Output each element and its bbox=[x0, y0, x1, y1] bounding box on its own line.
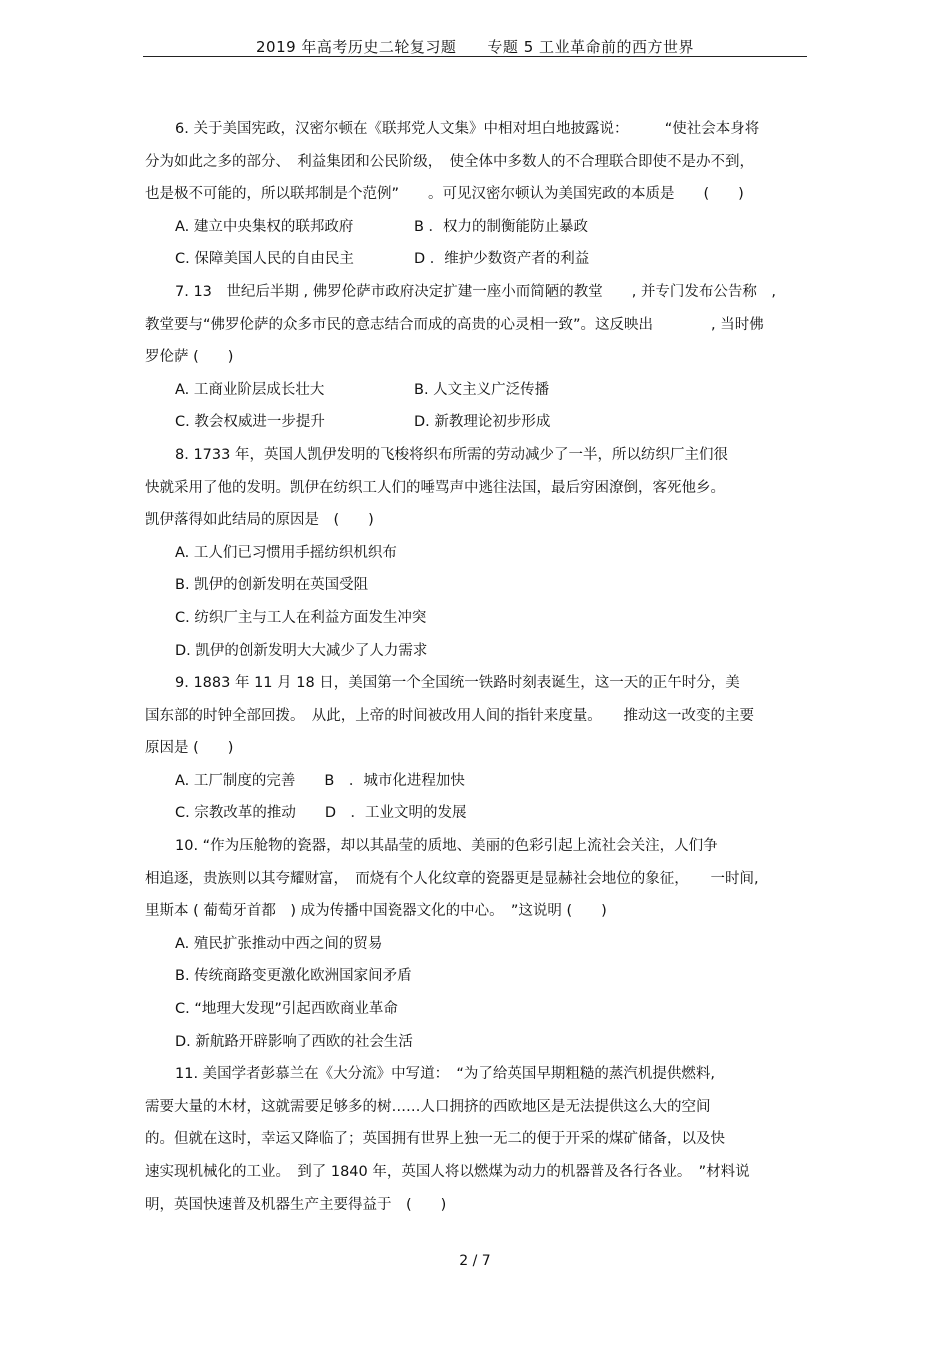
question-line: 需要大量的木材，这就需要足够多的树……人口拥挤的西欧地区是无法提供这么大的空间 bbox=[145, 1098, 711, 1115]
option-b: B ．权力的制衡能防止暴政 bbox=[414, 218, 589, 235]
question-line: 11. 美国学者彭慕兰在《大分流》中写道： “为了给英国早期粗糙的蒸汽机提供燃料, bbox=[175, 1066, 716, 1083]
page-header: 2019 年高考历史二轮复习题 专题 5 工业革命前的西方世界 bbox=[255, 38, 695, 56]
question-7 bbox=[145, 276, 809, 439]
option-row-ab: A. 工厂制度的完善 B ．城市化进程加快 bbox=[175, 772, 465, 789]
question-line: 原因是 ( ) bbox=[145, 740, 234, 757]
question-line: 教堂要与“佛罗伦萨的众多市民的意志结合而成的高贵的心灵相一致”。这反映出 , 当时佛 bbox=[145, 316, 764, 333]
option-c: C. 保障美国人民的自由民主 bbox=[175, 251, 354, 268]
document-body bbox=[145, 113, 809, 1221]
header-rule bbox=[143, 56, 807, 57]
question-line: 快就采用了他的发明。凯伊在纺织工人们的唾骂声中逃往法国，最后穷困潦倒，客死他乡。 bbox=[145, 479, 725, 496]
option-row bbox=[145, 211, 809, 244]
question-line: 里斯本 ( 葡萄牙首都 ) 成为传播中国瓷器文化的中心。 ”这说明 ( ) bbox=[145, 903, 607, 920]
question-line: 速实现机械化的工业。 到了 1840 年，英国人将以燃煤为动力的机器普及各行各业。 ”材料说 bbox=[145, 1164, 750, 1180]
question-line: 国东部的时钟全部回拨。 从此，上帝的时间被改用人间的指针来度量。 推动这一改变的主要 bbox=[145, 707, 754, 724]
option-c: C. 教会权威进一步提升 bbox=[175, 414, 325, 431]
question-10 bbox=[145, 830, 809, 1058]
option-a: A. 工商业阶层成长壮大 bbox=[175, 381, 325, 398]
option-d: D. 新教理论初步形成 bbox=[414, 414, 551, 431]
question-line: 也是极不可能的，所以联邦制是个范例” 。可见汉密尔顿认为美国宪政的本质是 ( ) bbox=[145, 186, 744, 203]
option-row bbox=[145, 374, 809, 407]
question-6 bbox=[145, 113, 809, 276]
question-line: 9. 1883 年 11 月 18 日，美国第一个全国统一铁路时刻表诞生，这一天的正午时分，美 bbox=[175, 675, 740, 692]
option-b: B. 传统商路变更激化欧洲国家间矛盾 bbox=[175, 968, 412, 985]
option-c: C. “地理大发现”引起西欧商业革命 bbox=[175, 1001, 398, 1018]
question-9 bbox=[145, 667, 809, 830]
option-a: A. 工人们已习惯用手摇纺织机织布 bbox=[175, 544, 397, 561]
question-line: 8. 1733 年，英国人凯伊发明的飞梭将织布所需的劳动减少了一半，所以纺织厂主们很 bbox=[175, 446, 728, 463]
question-11 bbox=[145, 1058, 809, 1221]
option-d: D ．维护少数资产者的利益 bbox=[414, 251, 590, 268]
option-a: A. 殖民扩张推动中西之间的贸易 bbox=[175, 935, 383, 952]
option-row bbox=[145, 406, 809, 439]
option-d: D. 凯伊的创新发明大大减少了人力需求 bbox=[175, 642, 428, 659]
page-number: 2 / 7 bbox=[459, 1253, 491, 1269]
option-d: D. 新航路开辟影响了西欧的社会生活 bbox=[175, 1033, 413, 1050]
question-line: 分为如此之多的部分、 利益集团和公民阶级， 使全体中多数人的不合理联合即使不是办不到， bbox=[145, 153, 754, 170]
question-line: 6. 关于美国宪政，汉密尔顿在《联邦党人文集》中相对坦白地披露说： “使社会本身将 bbox=[175, 121, 760, 137]
question-line: 明，英国快速普及机器生产主要得益于 ( ) bbox=[145, 1196, 447, 1213]
question-line: 10. “作为压舱物的瓷器，却以其晶莹的质地、美丽的色彩引起上流社会关注，人们争 bbox=[175, 838, 718, 855]
question-line: 的。但就在这时，幸运又降临了；英国拥有世界上独一无二的便于开采的煤矿储备，以及快 bbox=[145, 1131, 725, 1148]
question-8 bbox=[145, 439, 809, 667]
option-c: C. 纺织厂主与工人在利益方面发生冲突 bbox=[175, 609, 427, 626]
option-b: B. 凯伊的创新发明在英国受阻 bbox=[175, 577, 369, 594]
option-a: A. 建立中央集权的联邦政府 bbox=[175, 218, 354, 235]
question-line: 7. 13 世纪后半期 , 佛罗伦萨市政府决定扩建一座小而简陋的教堂 , 并专门发布公告称 , bbox=[175, 283, 777, 300]
question-line: 罗伦萨 ( ) bbox=[145, 349, 234, 366]
option-row bbox=[145, 243, 809, 276]
option-b: B. 人文主义广泛传播 bbox=[414, 381, 550, 398]
option-row-cd: C. 宗教改革的推动 D ．工业文明的发展 bbox=[175, 805, 467, 822]
question-line: 凯伊落得如此结局的原因是 ( ) bbox=[145, 512, 374, 529]
question-line: 相追逐，贵族则以其夸耀财富， 而烧有个人化纹章的瓷器更是显赫社会地位的象征， 一时间, bbox=[145, 870, 759, 887]
